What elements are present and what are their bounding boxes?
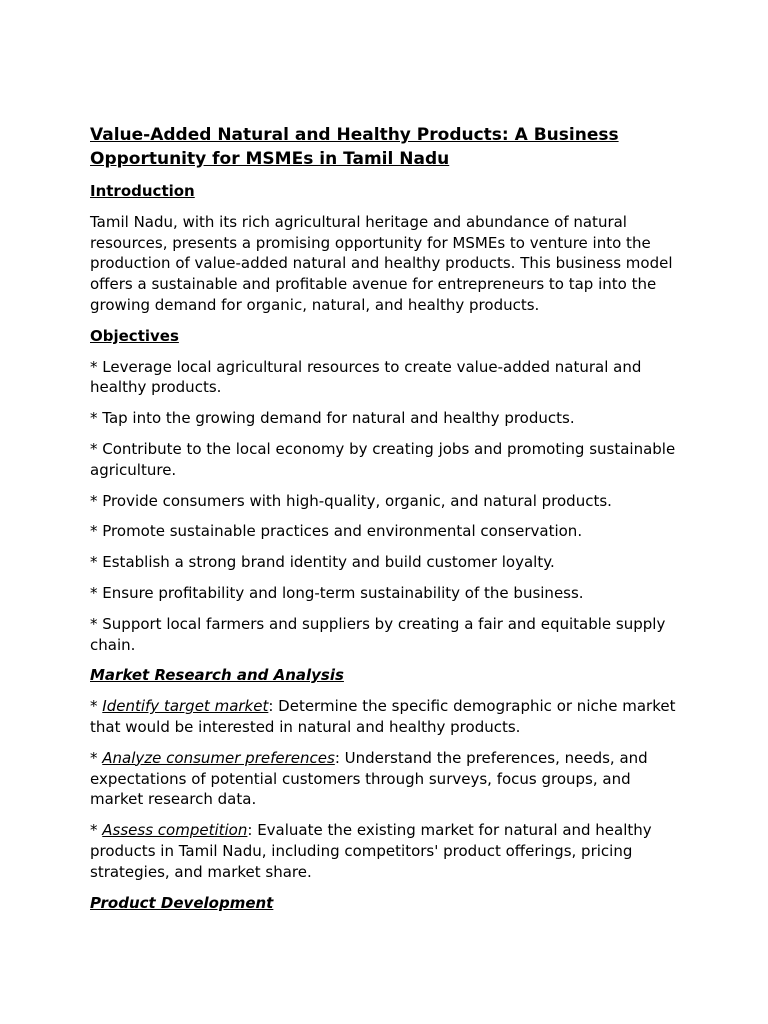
objectives-heading: Objectives <box>90 326 179 345</box>
item-description: : Evaluate the existing market for natural and healthy products in Tamil Nadu, including competitors' product offerings, pricing strategies, and market share. <box>90 821 652 881</box>
objective-item: * Provide consumers with high-quality, organic, and natural products. <box>90 491 612 510</box>
objective-item: * Ensure profitability and long-term sustainability of the business. <box>90 583 584 602</box>
introduction-heading: Introduction <box>90 182 195 200</box>
objective-item: * Contribute to the local economy by creating jobs and promoting sustainable agriculture. <box>90 439 676 479</box>
objective-item: * Promote sustainable practices and environmental conservation. <box>90 522 583 541</box>
objective-item: * Support local farmers and suppliers by creating a fair and equitable supply chain. <box>90 614 666 654</box>
market-research-heading: Market Research and Analysis <box>90 666 344 685</box>
item-lead-phrase: Assess competition <box>102 821 248 840</box>
document-body <box>90 123 680 923</box>
objective-item: * Establish a strong brand identity and build customer loyalty. <box>90 553 555 572</box>
product-development-heading: Product Development <box>90 893 274 912</box>
market-research-item <box>90 748 680 810</box>
item-lead-phrase: Identify target market <box>102 697 269 716</box>
item-lead-phrase: Analyze consumer preferences <box>102 748 335 767</box>
market-research-list <box>90 696 680 882</box>
market-research-item <box>90 696 680 738</box>
objective-item: * Leverage local agricultural resources to create value-added natural and healthy products. <box>90 357 642 397</box>
item-description: : Determine the specific demographic or niche market that would be interested in natural and healthy products. <box>90 697 676 736</box>
introduction-paragraph: Tamil Nadu, with its rich agricultural heritage and abundance of natural resources, presents a promising opportunity for MSMEs to venture into the production of value-added natural and healthy products. This business model offers a sustainable and profitable avenue for entrepreneurs to tap into the growing demand for organic, natural, and healthy products. <box>90 212 673 314</box>
market-research-item <box>90 820 680 882</box>
bullet-marker: * <box>90 697 103 716</box>
objectives-list <box>90 357 680 656</box>
document-title: Value-Added Natural and Healthy Products: A Business Opportunity for MSMEs in Tamil Nadu <box>90 125 619 169</box>
bullet-marker: * <box>90 748 103 767</box>
item-description: : Understand the preferences, needs, and expectations of potential customers through surveys, focus groups, and market research data. <box>90 748 648 809</box>
objective-item: * Tap into the growing demand for natural and healthy products. <box>90 409 575 428</box>
bullet-marker: * <box>90 821 103 840</box>
